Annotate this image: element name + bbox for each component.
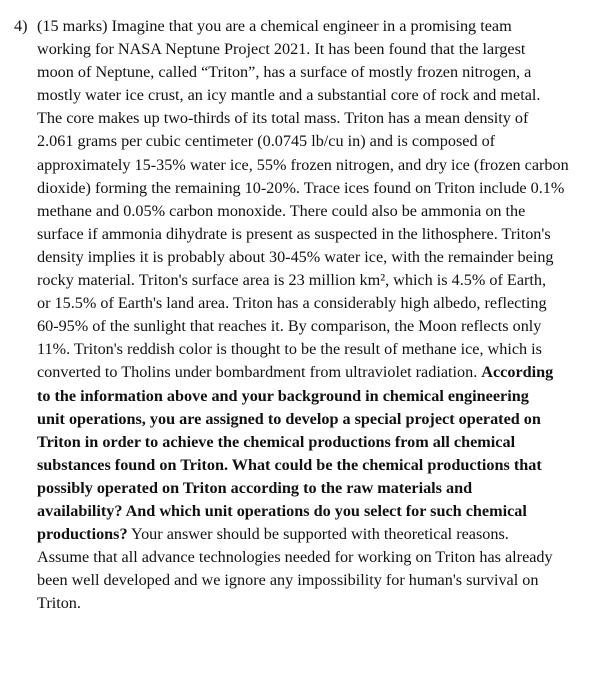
text-line-mixed	[37, 523, 602, 546]
text-line: density implies it is probably about 30-45% water ice, with the remainder being	[37, 247, 554, 266]
bold-line: substances found on Triton. What could be the chemical productions that	[37, 455, 542, 474]
text-line: 60-95% of the sunlight that reaches it. By comparison, the Moon reflects only	[37, 317, 542, 336]
bold-segment: productions?	[37, 525, 128, 544]
bold-segment: According	[481, 363, 554, 382]
plain-segment: converted to Tholins under bombardment from ultraviolet radiation.	[37, 363, 482, 382]
text-line: been well developed and we ignore any impossibility for human's survival on	[37, 571, 539, 590]
text-line: rocky material. Triton's surface area is 23 million km², which is 4.5% of Earth,	[37, 271, 547, 290]
text-line: or 15.5% of Earth's land area. Triton has a considerably high albedo, reflecting	[37, 294, 547, 313]
text-line-mixed	[37, 361, 602, 384]
bold-line: Triton in order to achieve the chemical productions from all chemical	[37, 432, 516, 451]
bold-line: unit operations, you are assigned to develop a special project operated on	[37, 409, 541, 428]
plain-segment: Your answer should be supported with theoretical reasons.	[127, 525, 509, 544]
question-number: 4)	[14, 17, 28, 35]
text-line: Triton.	[37, 594, 81, 613]
text-line: The core makes up two-thirds of its total mass. Triton has a mean density of	[37, 109, 529, 128]
text-line: methane and 0.05% carbon monoxide. There could also be ammonia on the	[37, 201, 526, 220]
bold-line: possibly operated on Triton according to the raw materials and	[37, 478, 473, 497]
text-line: moon of Neptune, called “Triton”, has a surface of mostly frozen nitrogen, a	[37, 63, 532, 82]
text-line: 2.061 grams per cubic centimeter (0.0745 lb/cu in) and is composed of	[37, 132, 496, 151]
text-line: Assume that all advance technologies needed for working on Triton has already	[37, 548, 553, 567]
text-line: 11%. Triton's reddish color is thought to be the result of methane ice, which is	[37, 340, 542, 359]
text-line: (15 marks) Imagine that you are a chemical engineer in a promising team	[37, 17, 512, 35]
text-line: mostly water ice crust, an icy mantle and a substantial core of rock and metal.	[37, 86, 541, 105]
text-line: surface if ammonia dihydrate is present as suspected in the lithosphere. Triton's	[37, 224, 551, 243]
text-line: dioxide) forming the remaining 10-20%. Trace ices found on Triton include 0.1%	[37, 178, 565, 197]
bold-line: to the information above and your background in chemical engineering	[37, 386, 529, 405]
text-line: working for NASA Neptune Project 2021. It has been found that the largest	[37, 40, 526, 59]
text-line: approximately 15-35% water ice, 55% frozen nitrogen, and dry ice (frozen carbon	[37, 155, 569, 174]
bold-line: availability? And which unit operations do you select for such chemical	[37, 501, 527, 520]
question-body	[37, 15, 602, 615]
